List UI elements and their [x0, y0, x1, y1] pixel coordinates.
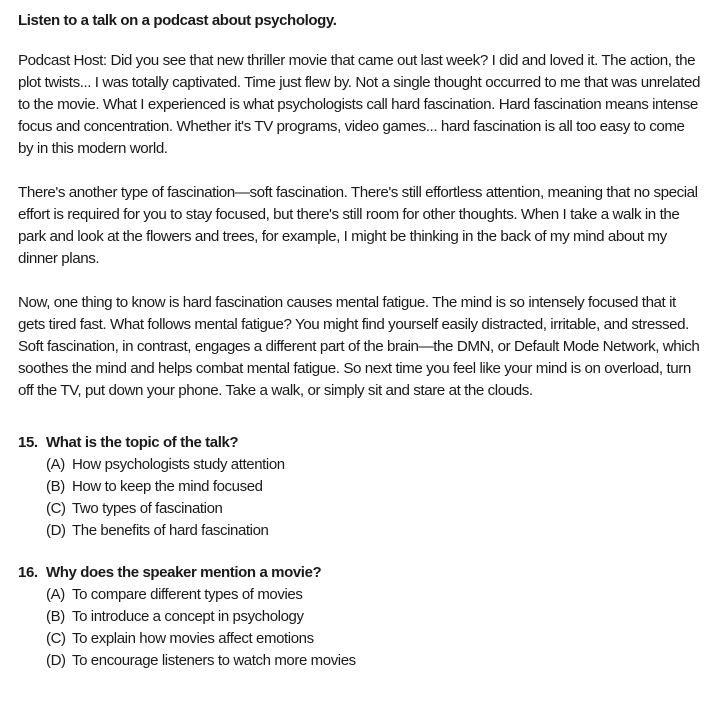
option-letter: (A) [46, 586, 65, 603]
option-letter: (D) [46, 522, 66, 539]
transcript [18, 50, 700, 402]
option-text: To explain how movies affect emotions [72, 630, 314, 647]
question-15 [18, 432, 700, 542]
transcript-paragraph-1: Podcast Host: Did you see that new thriller movie that came out last week? I did and loved it. The action, the plot twists... I was totally captivated. Time just flew by. Not a single thought occurred to me that was unrelated to the movie. What I experienced is what psychologists call hard fascination. Hard fascination means intense focus and concentration. Whether it's TV programs, video games... hard fascination is all too easy to come by in this modern world. [18, 52, 700, 157]
page-title: Listen to a talk on a podcast about psychology. [18, 12, 337, 29]
transcript-paragraph-3: Now, one thing to know is hard fascination causes mental fatigue. The mind is so intensely focused that it gets tired fast. What follows mental fatigue? You might find yourself easily distracted, irritable, and stressed. Soft fascination, in contrast, engages a different part of the brain—the DMN, or Default Mode Network, which soothes the mind and helps combat mental fatigue. So next time you feel like your mind is on overload, turn off the TV, put down your phone. Take a walk, or simply sit and stare at the clouds. [18, 294, 700, 399]
option-a[interactable] [18, 584, 700, 606]
question-number: 15. [18, 434, 38, 451]
question-16 [18, 562, 700, 672]
option-letter: (B) [46, 478, 65, 495]
option-d[interactable] [18, 520, 700, 542]
option-a[interactable] [18, 454, 700, 476]
option-text: To introduce a concept in psychology [72, 608, 304, 625]
document-page [18, 10, 700, 692]
option-text: To encourage listeners to watch more movies [72, 652, 356, 669]
option-text: How to keep the mind focused [72, 478, 263, 495]
option-letter: (A) [46, 456, 65, 473]
option-letter: (B) [46, 608, 65, 625]
option-list [18, 584, 700, 672]
question-number: 16. [18, 564, 38, 581]
option-d[interactable] [18, 650, 700, 672]
question-stem [18, 432, 700, 454]
transcript-paragraph-2: There's another type of fascination—soft fascination. There's still effortless attention, meaning that no special effort is required for you to stay focused, but there's still room for other thoughts. When I take a walk in the park and look at the flowers and trees, for example, I might be thinking in the back of my mind about my dinner plans. [18, 184, 698, 267]
option-letter: (D) [46, 652, 66, 669]
question-list [18, 432, 700, 672]
option-text: Two types of fascination [72, 500, 223, 517]
option-list [18, 454, 700, 542]
option-b[interactable] [18, 476, 700, 498]
option-text: To compare different types of movies [72, 586, 303, 603]
option-text: How psychologists study attention [72, 456, 285, 473]
question-stem [18, 562, 700, 584]
option-c[interactable] [18, 498, 700, 520]
option-letter: (C) [46, 630, 66, 647]
option-c[interactable] [18, 628, 700, 650]
option-letter: (C) [46, 500, 66, 517]
question-text: What is the topic of the talk? [46, 434, 239, 451]
option-text: The benefits of hard fascination [72, 522, 269, 539]
question-text: Why does the speaker mention a movie? [46, 564, 322, 581]
option-b[interactable] [18, 606, 700, 628]
